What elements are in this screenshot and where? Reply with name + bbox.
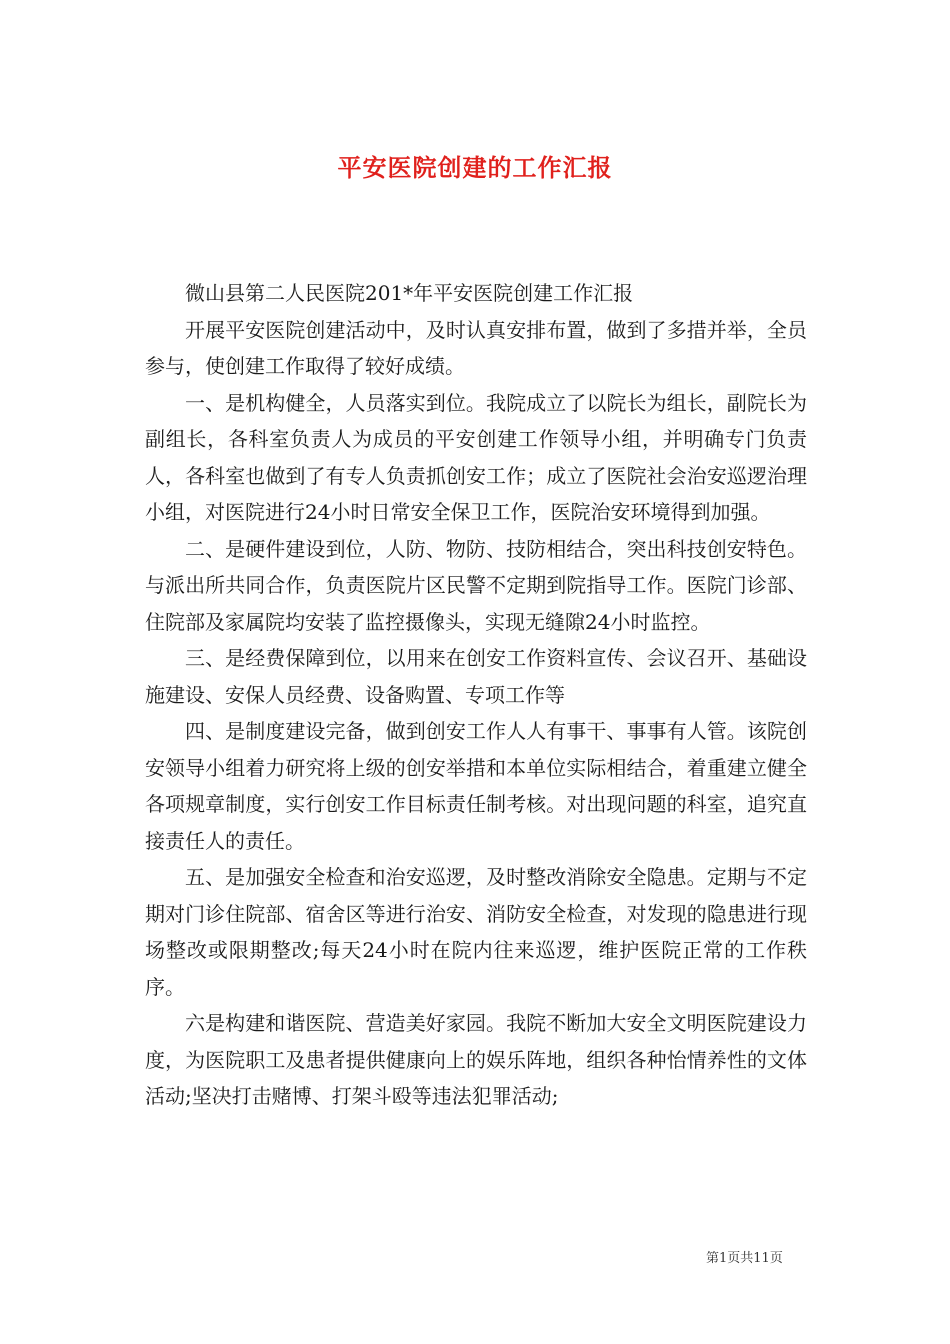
paragraph-heading: 微山县第二人民医院201*年平安医院创建工作汇报 — [185, 281, 634, 305]
paragraph-item-1: 一、是机构健全，人员落实到位。我院成立了以院长为组长，副院长为副组长，各科室负责人为成员的平安创建工作领导小组，并明确专门负责人，各科室也做到了有专人负责抓创安工作；成立了医院社会治安巡逻治理小组，对医院进行24小时日常安全保卫工作，医院治安环境得到加强。 — [145, 390, 807, 524]
paragraph-item-5: 五、是加强安全检查和治安巡逻，及时整改消除安全隐患。定期与不定期对门诊住院部、宿舍区等进行治安、消防安全检查，对发现的隐患进行现场整改或限期整改;每天24小时在院内往来巡逻，维护医院正常的工作秩序。 — [145, 865, 807, 999]
paragraph-intro: 开展平安医院创建活动中，及时认真安排布置，做到了多措并举，全员参与，使创建工作取得了较好成绩。 — [145, 317, 807, 378]
document-body — [145, 275, 807, 1115]
paragraph-item-4: 四、是制度建设完备，做到创安工作人人有事干、事事有人管。该院创安领导小组着力研究将上级的创安举措和本单位实际相结合，着重建立健全各项规章制度，实行创安工作目标责任制考核。对出现问题的科室，追究直接责任人的责任。 — [145, 719, 807, 853]
page-number: 第1页共11页 — [706, 1251, 783, 1266]
paragraph-item-2: 二、是硬件建设到位，人防、物防、技防相结合，突出科技创安特色。与派出所共同合作，负责医院片区民警不定期到院指导工作。医院门诊部、住院部及家属院均安装了监控摄像头，实现无缝隙24小时监控。 — [145, 536, 807, 634]
paragraph-item-6: 六是构建和谐医院、营造美好家园。我院不断加大安全文明医院建设力度，为医院职工及患者提供健康向上的娱乐阵地，组织各种怡情养性的文体活动;坚决打击赌博、打架斗殴等违法犯罪活动; — [145, 1011, 807, 1108]
paragraph-item-3: 三、是经费保障到位，以用来在创安工作资料宣传、会议召开、基础设施建设、安保人员经费、设备购置、专项工作等 — [145, 646, 807, 707]
page-title: 平安医院创建的工作汇报 — [337, 153, 613, 183]
